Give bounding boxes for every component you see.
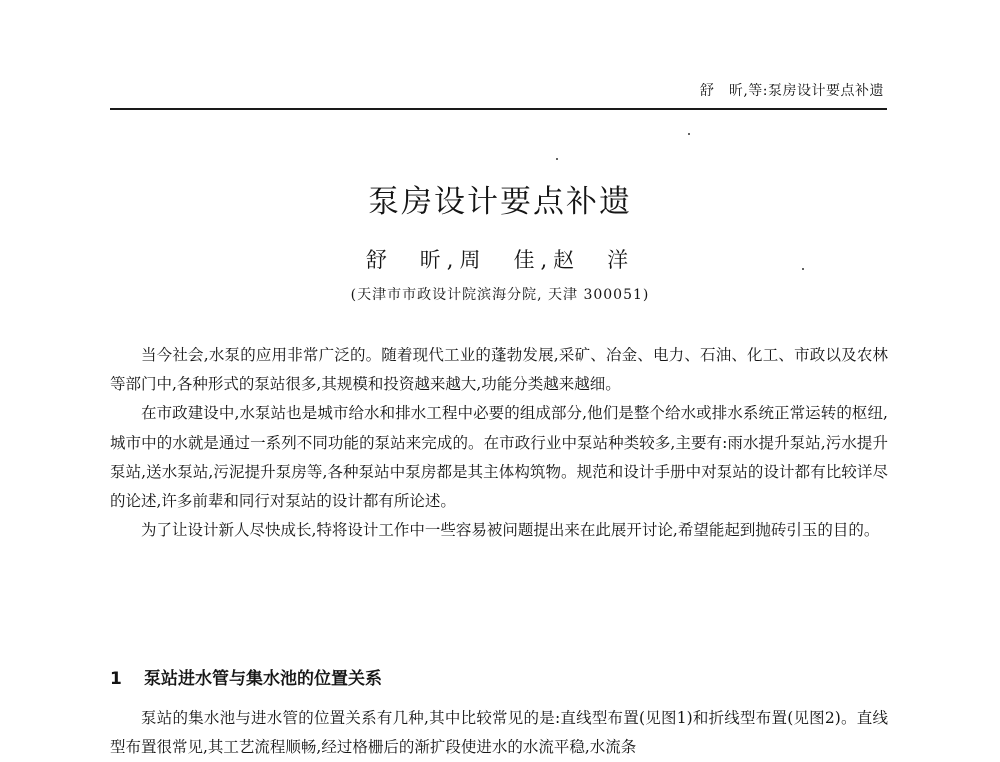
- section-body: [110, 704, 888, 762]
- section-number: 1: [110, 669, 122, 689]
- paper-title: 泵房设计要点补遗: [368, 184, 632, 220]
- affiliation: (天津市市政设计院滨海分院, 天津 300051): [350, 287, 650, 303]
- paragraph: 当今社会,水泵的应用非常广泛的。随着现代工业的蓬勃发展,采矿、冶金、电力、石油、化工、市政以及农林等部门中,各种形式的泵站很多,其规模和投资越来越大,功能分类越来越细。: [110, 346, 888, 394]
- section-heading: [110, 664, 382, 689]
- paragraph: 泵站的集水池与进水管的位置关系有几种,其中比较常见的是:直线型布置(见图1)和折线型布置(见图2)。直线型布置很常见,其工艺流程顺畅,经过格栅后的渐扩段使进水的水流平稳,水流条: [110, 709, 888, 757]
- intro-body: [110, 341, 888, 545]
- header-rule: [110, 108, 887, 110]
- scan-speck: [688, 133, 690, 135]
- paragraph: 在市政建设中,水泵站也是城市给水和排水工程中必要的组成部分,他们是整个给水或排水系统正常运转的枢纽,城市中的水就是通过一系列不同功能的泵站来完成的。在市政行业中泵站种类较多,主要有:雨水提升泵站,污水提升泵站,送水泵站,污泥提升泵房等,各种泵站中泵房都是其主体构筑物。规范和设计手册中对泵站的设计都有比较详尽的论述,许多前辈和同行对泵站的设计都有所论述。: [110, 404, 888, 511]
- section-title: 泵站进水管与集水池的位置关系: [144, 669, 382, 689]
- author-list: 舒 昕,周 佳,赵 洋: [365, 248, 635, 272]
- scan-speck: [556, 158, 558, 160]
- paragraph: 为了让设计新人尽快成长,特将设计工作中一些容易被问题提出来在此展开讨论,希望能起到抛砖引玉的目的。: [141, 521, 880, 540]
- running-header: 舒 昕,等:泵房设计要点补遗: [699, 83, 884, 99]
